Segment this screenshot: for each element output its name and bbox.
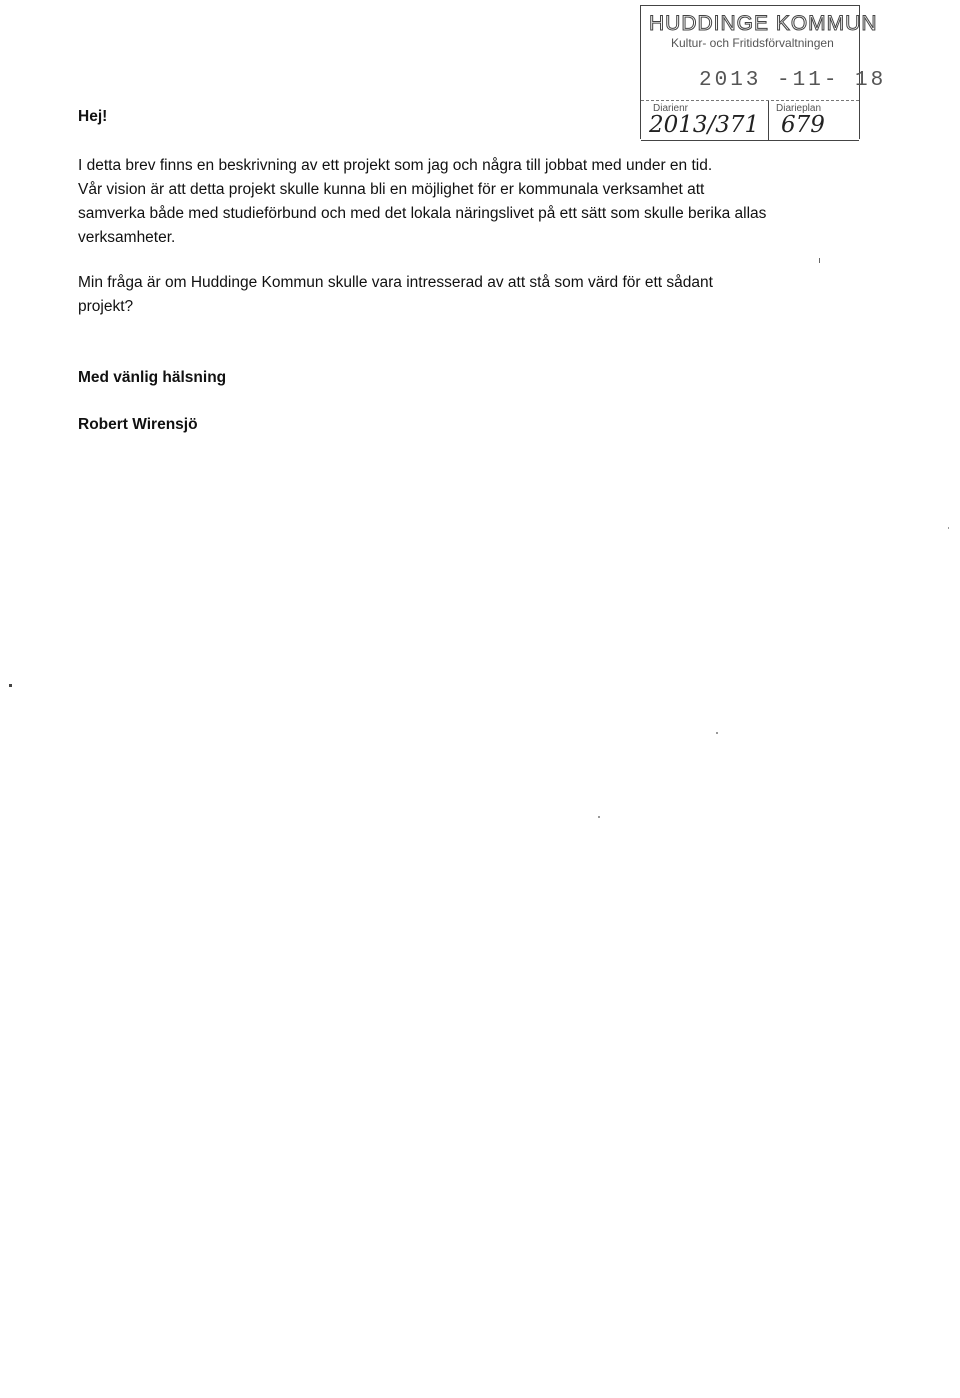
paragraph-1-line-4: verksamheter. (78, 229, 176, 246)
stamp-department: Kultur- och Fritidsförvaltningen (671, 36, 834, 50)
stamp-diary-row (641, 100, 859, 141)
greeting: Hej! (78, 108, 108, 125)
registration-stamp (640, 5, 887, 139)
stamp-divider (768, 101, 769, 140)
stamp-date: 2013 -11- 18 (699, 69, 887, 92)
signature: Robert Wirensjö (78, 416, 198, 433)
scan-speck (716, 732, 718, 734)
paragraph-1-line-3: samverka både med studieförbund och med det lokala näringslivet på ett sätt som skulle berika allas (78, 205, 767, 222)
paragraph-2-line-1: Min fråga är om Huddinge Kommun skulle vara intresserad av att stå som värd för ett sådant (78, 274, 713, 291)
scan-speck (948, 527, 949, 529)
paragraph-1-line-2: Vår vision är att detta projekt skulle kunna bli en möjlighet för er kommunala verksamhet att (78, 181, 705, 198)
scan-speck (819, 258, 820, 263)
stamp-organization: HUDDINGE KOMMUN (649, 12, 878, 35)
paragraph-2-line-2: projekt? (78, 298, 134, 315)
paragraph-1-line-1: I detta brev finns en beskrivning av ett projekt som jag och några till jobbat med under en tid. (78, 157, 713, 174)
scan-speck (9, 684, 12, 687)
diarieplan-handwritten: 679 (781, 112, 825, 138)
scan-speck (598, 816, 600, 818)
diarieplan-label: Diarieplan (776, 103, 822, 114)
diarienr-handwritten: 2013/371 (649, 112, 760, 138)
diarienr-label: Diarienr (653, 103, 689, 114)
closing: Med vänlig hälsning (78, 369, 227, 386)
